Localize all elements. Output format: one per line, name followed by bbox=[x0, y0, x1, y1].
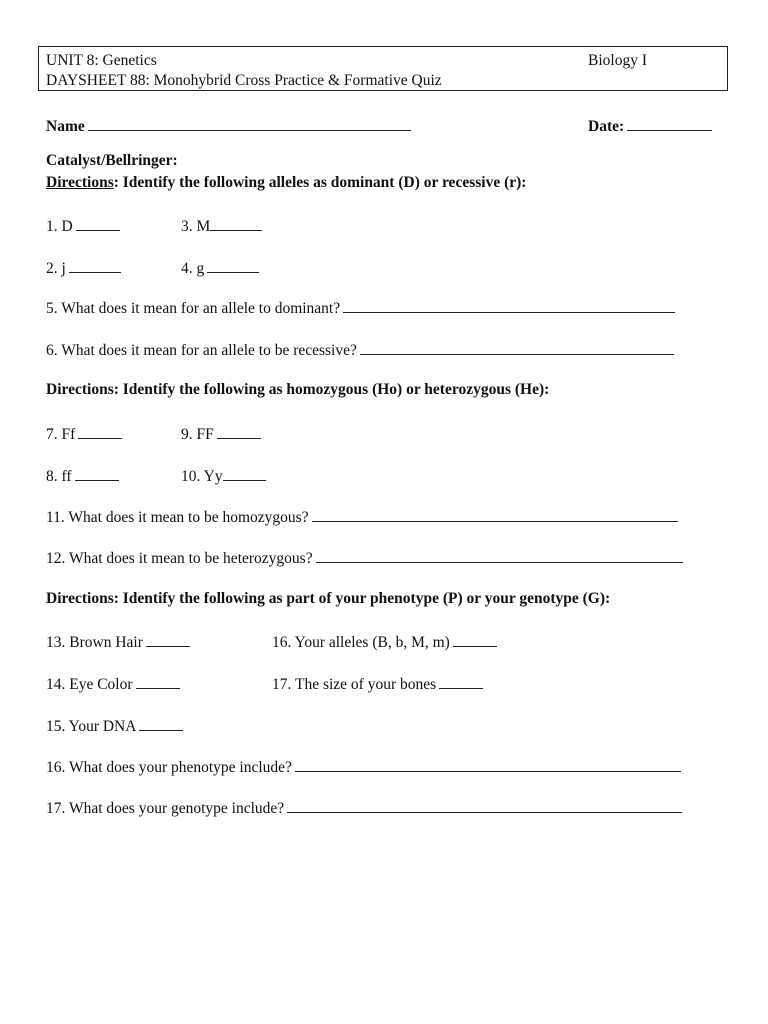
answer-blank[interactable] bbox=[207, 258, 259, 273]
answer-blank[interactable] bbox=[295, 757, 681, 772]
answer-blank[interactable] bbox=[217, 424, 261, 439]
question-2[interactable] bbox=[46, 258, 121, 278]
answer-blank[interactable] bbox=[316, 548, 683, 563]
date-label: Date: bbox=[588, 118, 625, 135]
question-label: 12. What does it mean to be heterozygous? bbox=[46, 550, 313, 567]
question-label: 5. What does it mean for an allele to dominant? bbox=[46, 300, 341, 317]
name-field[interactable] bbox=[46, 116, 411, 136]
answer-blank[interactable] bbox=[76, 216, 120, 231]
question-8[interactable] bbox=[46, 466, 119, 486]
answer-blank[interactable] bbox=[69, 258, 121, 273]
question-9[interactable] bbox=[181, 424, 261, 444]
question-16[interactable] bbox=[46, 757, 681, 777]
question-label: 16. Your alleles (B, b, M, m) bbox=[272, 634, 450, 651]
answer-blank[interactable] bbox=[139, 716, 183, 731]
answer-blank[interactable] bbox=[439, 674, 483, 689]
question-label: 8. ff bbox=[46, 468, 72, 485]
question-label: 7. Ff bbox=[46, 426, 76, 443]
question-16a[interactable] bbox=[272, 632, 497, 652]
question-7[interactable] bbox=[46, 424, 122, 444]
directions-text: : Identify the following alleles as dominant (D) or recessive (r): bbox=[113, 174, 527, 191]
unit-title: UNIT 8: Genetics bbox=[46, 52, 157, 69]
answer-blank[interactable] bbox=[136, 674, 180, 689]
question-label: 9. FF bbox=[181, 426, 214, 443]
section2-directions: Directions: Identify the following as homozygous (Ho) or heterozygous (He): bbox=[46, 381, 550, 398]
directions-prefix: Directions bbox=[46, 174, 114, 191]
question-label: 11. What does it mean to be homozygous? bbox=[46, 509, 309, 526]
answer-blank[interactable] bbox=[287, 798, 682, 813]
date-blank[interactable] bbox=[627, 116, 712, 131]
question-label: 13. Brown Hair bbox=[46, 634, 143, 651]
answer-blank[interactable] bbox=[75, 466, 119, 481]
answer-blank[interactable] bbox=[146, 632, 190, 647]
answer-blank[interactable] bbox=[360, 340, 674, 355]
question-11[interactable] bbox=[46, 507, 678, 527]
question-4[interactable] bbox=[181, 258, 259, 278]
question-label: 6. What does it mean for an allele to be recessive? bbox=[46, 342, 357, 359]
answer-blank[interactable] bbox=[223, 466, 266, 481]
question-3[interactable] bbox=[181, 216, 262, 236]
catalyst-label: Catalyst/Bellringer: bbox=[46, 152, 178, 169]
section3-directions: Directions: Identify the following as part of your phenotype (P) or your genotype (G): bbox=[46, 590, 611, 607]
answer-blank[interactable] bbox=[343, 298, 675, 313]
question-6[interactable] bbox=[46, 340, 674, 360]
date-field[interactable] bbox=[588, 116, 712, 136]
question-14[interactable] bbox=[46, 674, 180, 694]
answer-blank[interactable] bbox=[453, 632, 497, 647]
course-title: Biology I bbox=[588, 52, 647, 69]
question-12[interactable] bbox=[46, 548, 683, 568]
answer-blank[interactable] bbox=[78, 424, 122, 439]
question-5[interactable] bbox=[46, 298, 675, 318]
question-label: 17. What does your genotype include? bbox=[46, 800, 285, 817]
question-label: 1. D bbox=[46, 218, 73, 235]
question-label: 14. Eye Color bbox=[46, 676, 133, 693]
question-10[interactable] bbox=[181, 466, 266, 486]
question-label: 17. The size of your bones bbox=[272, 676, 437, 693]
answer-blank[interactable] bbox=[210, 216, 262, 231]
name-blank[interactable] bbox=[88, 116, 411, 131]
name-label: Name bbox=[46, 118, 85, 135]
answer-blank[interactable] bbox=[312, 507, 678, 522]
question-label: 16. What does your phenotype include? bbox=[46, 759, 292, 776]
daysheet-title: DAYSHEET 88: Monohybrid Cross Practice & Formative Quiz bbox=[46, 72, 442, 89]
question-15[interactable] bbox=[46, 716, 183, 736]
question-label: 3. M bbox=[181, 218, 211, 235]
question-label: 15. Your DNA bbox=[46, 718, 137, 735]
question-label: 10. Yy bbox=[181, 468, 223, 485]
question-13[interactable] bbox=[46, 632, 190, 652]
question-label: 2. j bbox=[46, 260, 66, 277]
question-17a[interactable] bbox=[272, 674, 483, 694]
question-1[interactable] bbox=[46, 216, 120, 236]
question-label: 4. g bbox=[181, 260, 205, 277]
section1-directions bbox=[46, 174, 526, 192]
question-17[interactable] bbox=[46, 798, 682, 818]
